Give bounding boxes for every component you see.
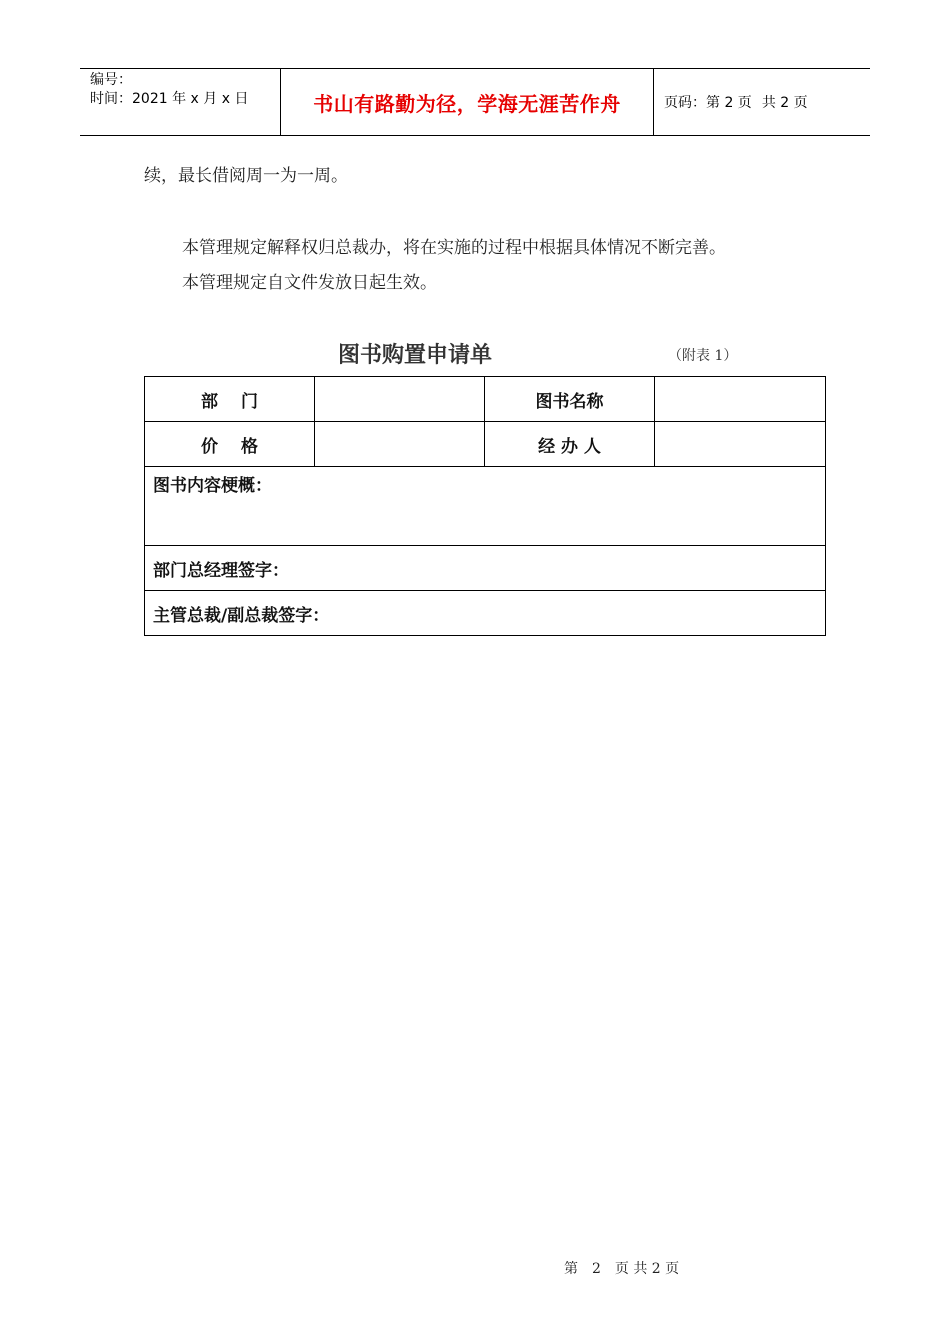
- department-label: 部 门: [145, 377, 315, 422]
- vp-sign-field[interactable]: [145, 591, 826, 636]
- header-meta: [80, 69, 281, 135]
- header-page-info: [654, 69, 870, 135]
- page-header: [80, 68, 870, 136]
- book-name-label: 图书名称: [485, 377, 655, 422]
- book-name-field[interactable]: [655, 377, 826, 422]
- purchase-request-form: [144, 376, 826, 636]
- header-time: 时间：2021 年 x 月 x 日: [90, 91, 249, 107]
- body-paragraph-1: 续，最长借阅周一为一周。: [144, 166, 348, 186]
- body-paragraph-3: 本管理规定自文件发放日起生效。: [182, 273, 437, 293]
- price-field[interactable]: [315, 422, 485, 467]
- body-paragraph-2: 本管理规定解释权归总裁办，将在实施的过程中根据具体情况不断完善。: [182, 238, 726, 258]
- header-motto: 书山有路勤为径，学海无涯苦作舟: [281, 69, 654, 135]
- form-title: 图书购置申请单: [338, 343, 493, 368]
- vp-sign-label: 主管总裁/副总裁签字：: [153, 605, 330, 626]
- dept-manager-sign-field[interactable]: [145, 546, 826, 591]
- summary-field[interactable]: [145, 467, 826, 546]
- header-page-number: 页码：第 2 页: [664, 95, 752, 111]
- handler-field[interactable]: [655, 422, 826, 467]
- dept-manager-sign-label: 部门总经理签字：: [153, 560, 289, 581]
- summary-label: 图书内容梗概：: [153, 476, 272, 496]
- header-page-total: 共 2 页: [761, 95, 808, 111]
- page-footer: 第 2 页 共 2 页: [564, 1261, 680, 1277]
- form-attachment-note: （附表 1）: [668, 348, 738, 364]
- department-field[interactable]: [315, 377, 485, 422]
- price-label: 价 格: [145, 422, 315, 467]
- handler-label: 经 办 人: [485, 422, 655, 467]
- header-number: 编号：: [90, 72, 132, 88]
